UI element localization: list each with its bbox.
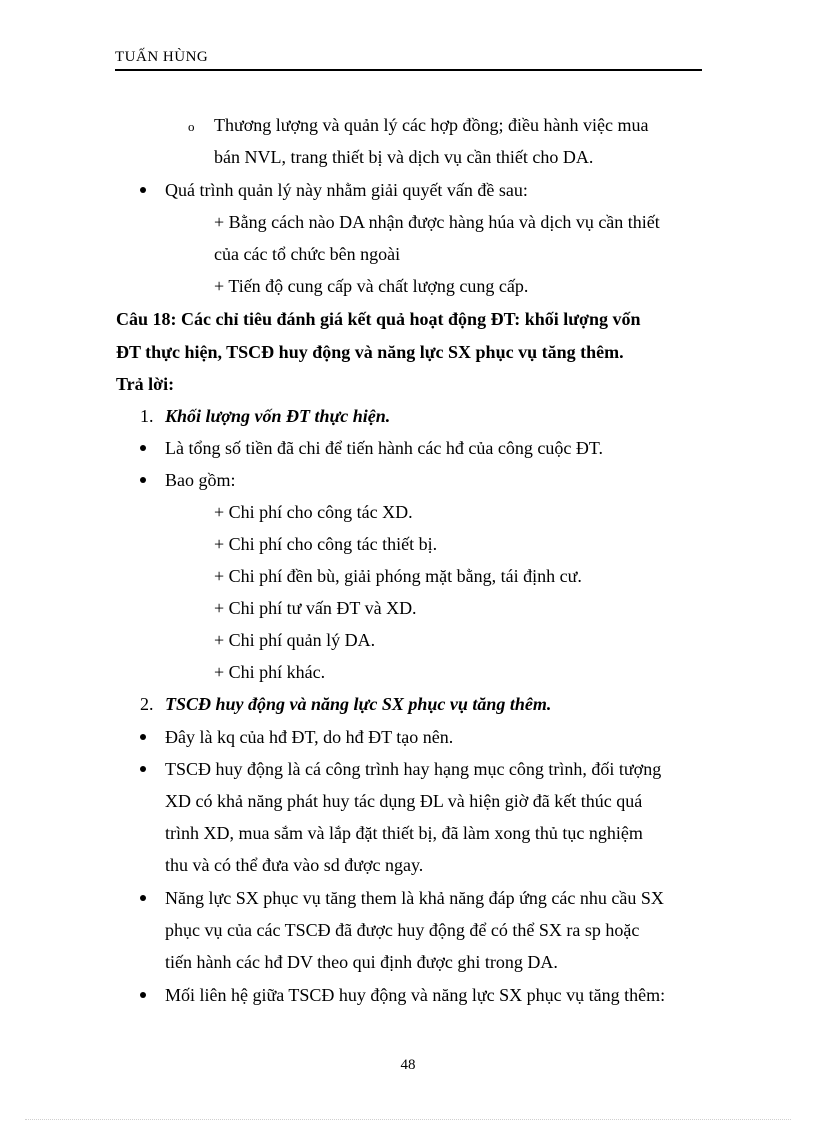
text-line: bán NVL, trang thiết bị và dịch vụ cần thiết cho DA. — [214, 147, 594, 167]
section-number: 1. — [140, 406, 154, 426]
text-line: + Tiến độ cung cấp và chất lượng cung cấp. — [214, 276, 529, 296]
text-line: XD có khả năng phát huy tác dụng ĐL và hiện giờ đã kết thúc quá — [165, 791, 643, 811]
header-title: TUẤN HÙNG — [115, 49, 209, 65]
bullet-icon — [140, 766, 146, 772]
sub-bullet-ring-icon: o — [188, 119, 195, 134]
bullet-icon — [140, 734, 146, 740]
bullet-icon — [140, 992, 146, 998]
text-line: Bao gồm: — [165, 470, 236, 490]
text-line: trình XD, mua sắm và lắp đặt thiết bị, đã làm xong thủ tục nghiệm — [165, 823, 643, 843]
bullet-icon — [140, 445, 146, 451]
text-line: TSCĐ huy động là cá công trình hay hạng mục công trình, đối tượng — [165, 759, 662, 779]
question-heading: ĐT thực hiện, TSCĐ huy động và năng lực SX phục vụ tăng thêm. — [116, 342, 624, 362]
cost-item: + Chi phí tư vấn ĐT và XD. — [214, 598, 417, 618]
cost-item: + Chi phí khác. — [214, 662, 326, 682]
bullet-icon — [140, 187, 146, 193]
text-line: Thương lượng và quản lý các hợp đồng; điều hành việc mua — [214, 115, 649, 135]
cost-item: + Chi phí cho công tác XD. — [214, 502, 413, 522]
section-number: 2. — [140, 694, 154, 714]
text-line: của các tổ chức bên ngoài — [214, 244, 401, 264]
text-line: thu và có thể đưa vào sd được ngay. — [165, 855, 424, 875]
page-bottom-divider — [25, 1119, 791, 1120]
question-heading: Câu 18: Các chỉ tiêu đánh giá kết quả hoạt động ĐT: khối lượng vốn — [116, 309, 641, 329]
section-heading: Khối lượng vốn ĐT thực hiện. — [165, 406, 391, 426]
page-header — [115, 48, 702, 71]
text-line: tiến hành các hđ DV theo qui định được ghi trong DA. — [165, 952, 558, 972]
text-line: Quá trình quản lý này nhằm giải quyết vấn đề sau: — [165, 180, 528, 200]
bullet-icon — [140, 895, 146, 901]
answer-label: Trả lời: — [116, 374, 175, 394]
page-number: 48 — [400, 1057, 416, 1073]
text-line: Mối liên hệ giữa TSCĐ huy động và năng lực SX phục vụ tăng thêm: — [165, 985, 666, 1005]
text-line: + Bằng cách nào DA nhận được hàng húa và dịch vụ cần thiết — [214, 212, 660, 232]
bullet-icon — [140, 477, 146, 483]
text-line: Là tổng số tiền đã chi để tiến hành các hđ của công cuộc ĐT. — [165, 438, 604, 458]
cost-item: + Chi phí đền bù, giải phóng mặt bằng, tái định cư. — [214, 566, 582, 586]
text-line: phục vụ của các TSCĐ đã được huy động để có thể SX ra sp hoặc — [165, 920, 640, 940]
cost-item: + Chi phí quản lý DA. — [214, 630, 376, 650]
cost-item: + Chi phí cho công tác thiết bị. — [214, 534, 438, 554]
section-heading: TSCĐ huy động và năng lực SX phục vụ tăng thêm. — [165, 694, 552, 714]
text-line: Đây là kq của hđ ĐT, do hđ ĐT tạo nên. — [165, 727, 454, 747]
text-line: Năng lực SX phục vụ tăng them là khả năng đáp ứng các nhu cầu SX — [165, 888, 664, 908]
